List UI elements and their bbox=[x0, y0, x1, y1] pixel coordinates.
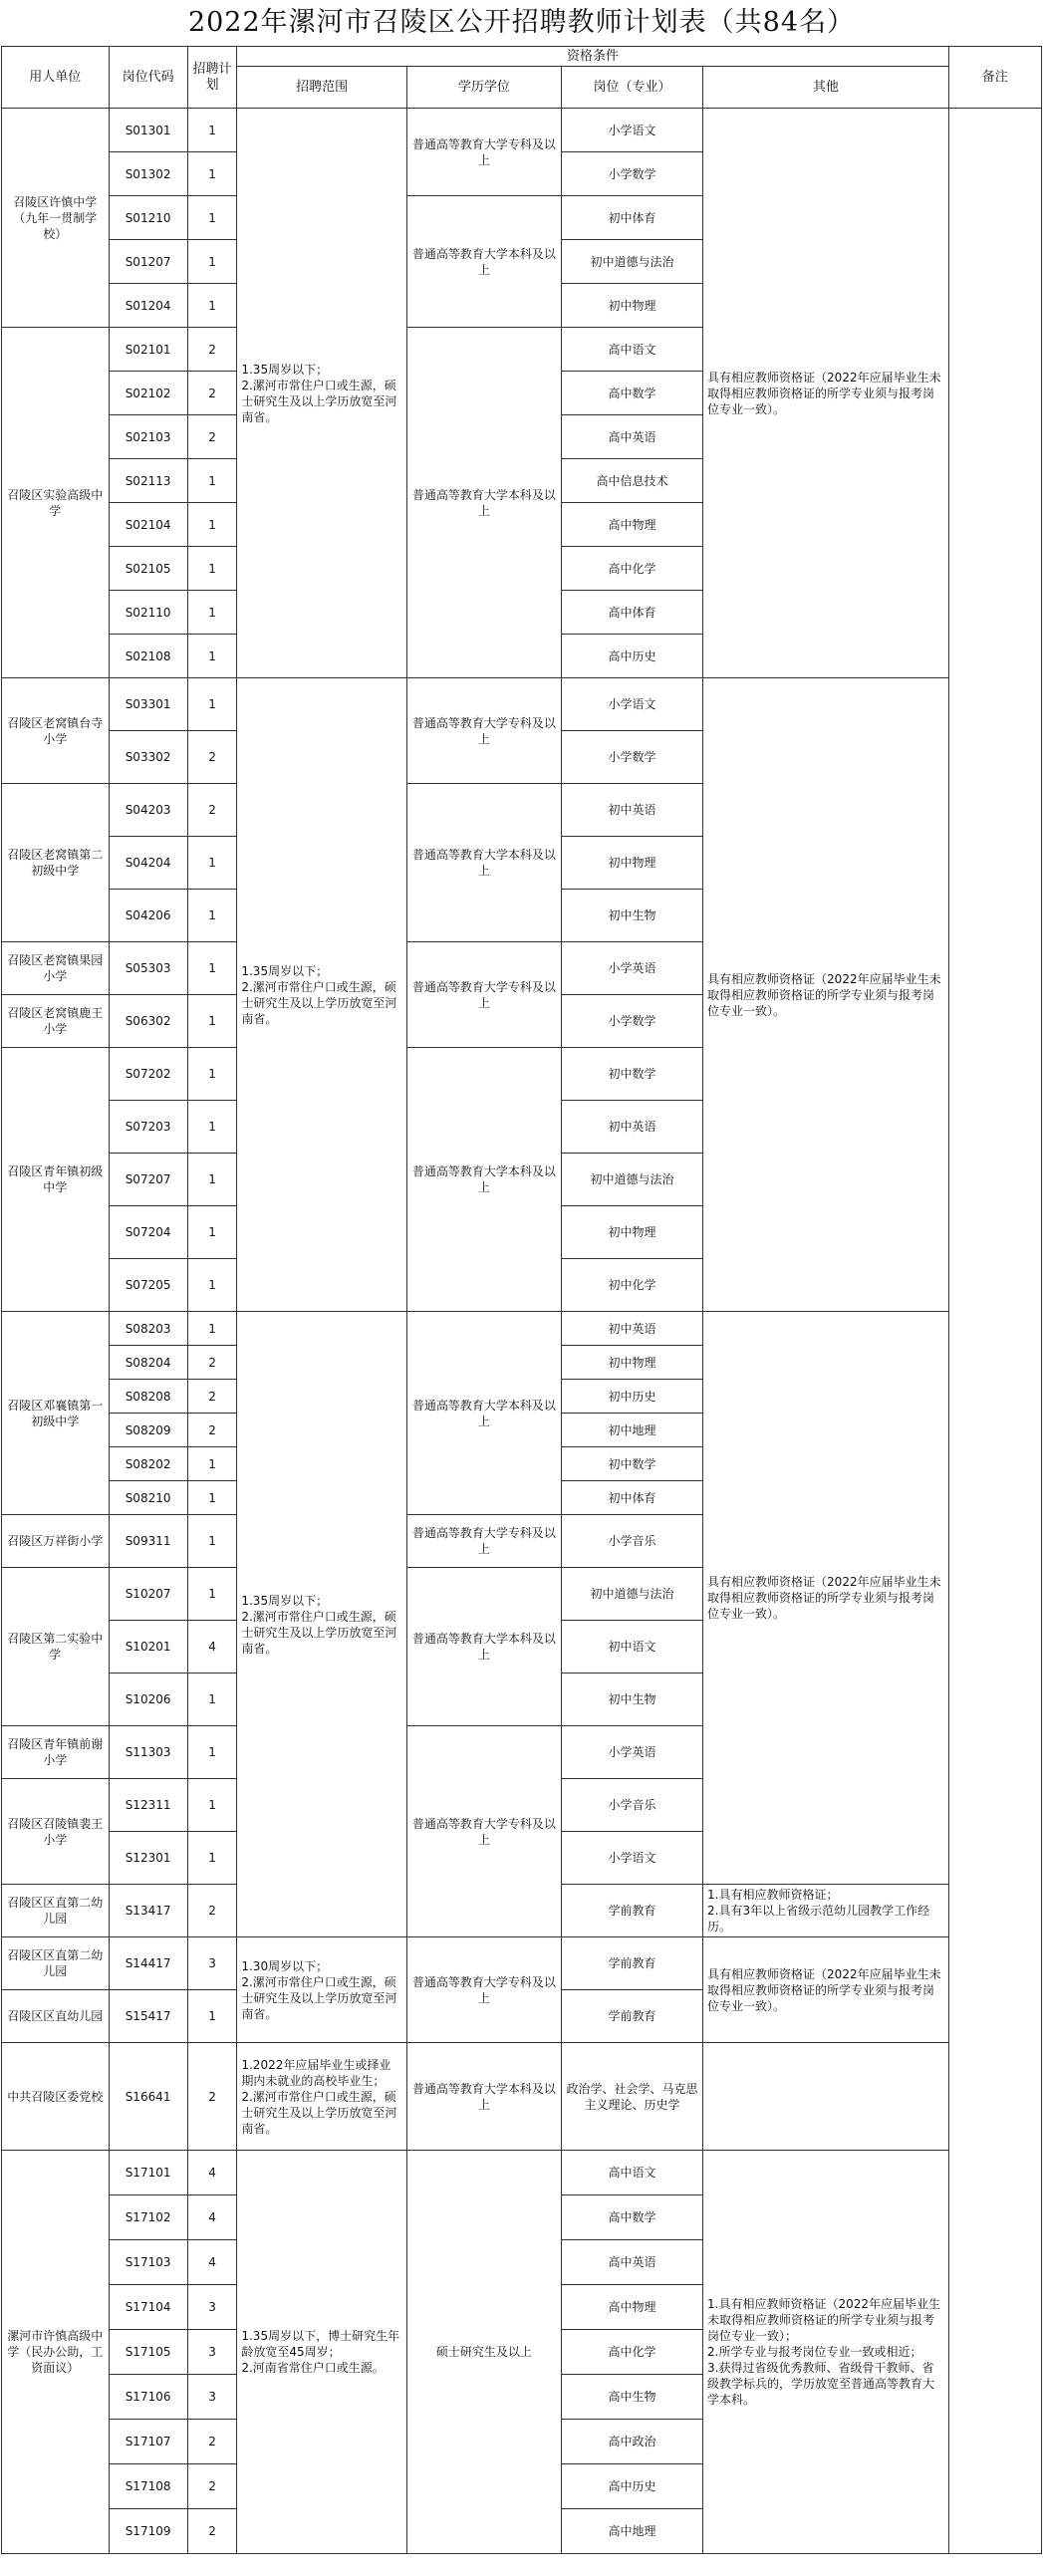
code-cell: S02110 bbox=[109, 591, 187, 635]
unit-cell: 召陵区老窝镇鹿王小学 bbox=[2, 995, 110, 1048]
count-cell: 1 bbox=[187, 459, 237, 503]
code-cell: S13417 bbox=[109, 1885, 187, 1937]
count-cell: 1 bbox=[187, 995, 237, 1048]
code-cell: S02102 bbox=[109, 372, 187, 415]
code-cell: S10207 bbox=[109, 1568, 187, 1621]
code-cell: S08208 bbox=[109, 1380, 187, 1414]
code-cell: S08203 bbox=[109, 1312, 187, 1346]
subject-cell: 初中体育 bbox=[562, 196, 703, 240]
subject-cell: 小学数学 bbox=[562, 152, 703, 196]
other-cell: 1.具有相应教师资格证； 2.具有3年以上省级示范幼儿园教学工作经历。 bbox=[703, 1885, 949, 1937]
header-qualification: 资格条件 bbox=[237, 47, 948, 67]
unit-cell: 召陵区召陵镇裴王小学 bbox=[2, 1779, 110, 1885]
code-cell: S02101 bbox=[109, 328, 187, 372]
edu-cell: 普通高等教育大学专科及以上 bbox=[406, 1937, 561, 2043]
code-cell: S07204 bbox=[109, 1206, 187, 1259]
count-cell: 1 bbox=[187, 837, 237, 890]
count-cell: 1 bbox=[187, 152, 237, 196]
subject-cell: 高中体育 bbox=[562, 591, 703, 635]
count-cell: 1 bbox=[187, 678, 237, 731]
count-cell: 4 bbox=[187, 2195, 237, 2240]
unit-cell: 召陵区老窝镇台寺小学 bbox=[2, 678, 110, 784]
edu-cell: 普通高等教育大学本科及以上 bbox=[406, 1312, 561, 1515]
count-cell: 2 bbox=[187, 731, 237, 784]
unit-cell: 召陵区老窝镇果园小学 bbox=[2, 942, 110, 995]
subject-cell: 小学英语 bbox=[562, 942, 703, 995]
count-cell: 1 bbox=[187, 1312, 237, 1346]
count-cell: 2 bbox=[187, 2420, 237, 2464]
code-cell: S02103 bbox=[109, 415, 187, 459]
code-cell: S12301 bbox=[109, 1832, 187, 1885]
code-cell: S03302 bbox=[109, 731, 187, 784]
count-cell: 2 bbox=[187, 1346, 237, 1380]
subject-cell: 初中化学 bbox=[562, 1259, 703, 1312]
code-cell: S01302 bbox=[109, 152, 187, 196]
count-cell: 1 bbox=[187, 635, 237, 678]
subject-cell: 初中道德与法治 bbox=[562, 1154, 703, 1206]
subject-cell: 高中地理 bbox=[562, 2509, 703, 2554]
header-education: 学历学位 bbox=[406, 67, 561, 109]
subject-cell: 初中数学 bbox=[562, 1048, 703, 1101]
subject-cell: 小学音乐 bbox=[562, 1515, 703, 1568]
count-cell: 2 bbox=[187, 1885, 237, 1937]
subject-cell: 高中历史 bbox=[562, 2464, 703, 2509]
header-remark: 备注 bbox=[948, 47, 1041, 109]
other-cell: 具有相应教师资格证（2022年应届毕业生未取得相应教师资格证的所学专业须与报考岗位专业一致）。 bbox=[703, 1937, 949, 2043]
code-cell: S08204 bbox=[109, 1346, 187, 1380]
subject-cell: 小学数学 bbox=[562, 731, 703, 784]
subject-cell: 学前教育 bbox=[562, 1937, 703, 1990]
subject-cell: 小学英语 bbox=[562, 1726, 703, 1779]
subject-cell: 初中语文 bbox=[562, 1621, 703, 1674]
unit-cell: 中共召陵区委党校 bbox=[2, 2043, 110, 2151]
subject-cell: 初中生物 bbox=[562, 890, 703, 942]
subject-cell: 学前教育 bbox=[562, 1885, 703, 1937]
subject-cell: 小学语文 bbox=[562, 1832, 703, 1885]
code-cell: S02104 bbox=[109, 503, 187, 547]
code-cell: S06302 bbox=[109, 995, 187, 1048]
code-cell: S02105 bbox=[109, 547, 187, 591]
subject-cell: 初中英语 bbox=[562, 1101, 703, 1154]
code-cell: S03301 bbox=[109, 678, 187, 731]
subject-cell: 高中化学 bbox=[562, 2330, 703, 2375]
subject-cell: 高中化学 bbox=[562, 547, 703, 591]
code-cell: S17103 bbox=[109, 2240, 187, 2285]
unit-cell: 召陵区邓襄镇第一初级中学 bbox=[2, 1312, 110, 1515]
subject-cell: 小学音乐 bbox=[562, 1779, 703, 1832]
unit-cell: 召陵区许慎中学（九年一贯制学校） bbox=[2, 109, 110, 328]
code-cell: S12311 bbox=[109, 1779, 187, 1832]
count-cell: 1 bbox=[187, 942, 237, 995]
code-cell: S07202 bbox=[109, 1048, 187, 1101]
unit-cell: 召陵区青年镇初级中学 bbox=[2, 1048, 110, 1312]
count-cell: 2 bbox=[187, 2464, 237, 2509]
code-cell: S11303 bbox=[109, 1726, 187, 1779]
count-cell: 1 bbox=[187, 1259, 237, 1312]
unit-cell: 召陵区老窝镇第二初级中学 bbox=[2, 784, 110, 942]
code-cell: S17109 bbox=[109, 2509, 187, 2554]
other-cell: 具有相应教师资格证（2022年应届毕业生未取得相应教师资格证的所学专业须与报考岗位专业一致）。 bbox=[703, 109, 949, 678]
code-cell: S07203 bbox=[109, 1101, 187, 1154]
code-cell: S17101 bbox=[109, 2151, 187, 2195]
count-cell: 1 bbox=[187, 1206, 237, 1259]
header-count: 招聘计划 bbox=[187, 47, 237, 109]
subject-cell: 初中体育 bbox=[562, 1481, 703, 1515]
edu-cell: 普通高等教育大学本科及以上 bbox=[406, 196, 561, 328]
subject-cell: 高中语文 bbox=[562, 328, 703, 372]
subject-cell: 初中生物 bbox=[562, 1674, 703, 1726]
subject-cell: 高中信息技术 bbox=[562, 459, 703, 503]
code-cell: S10201 bbox=[109, 1621, 187, 1674]
scope-cell: 1.35周岁以下； 2.漯河市常住户口或生源，硕士研究生及以上学历放宽至河南省。 bbox=[237, 1312, 406, 1937]
scope-cell: 1.35周岁以下，博士研究生年龄放宽至45周岁； 2.河南省常住户口或生源。 bbox=[237, 2151, 406, 2554]
edu-cell: 普通高等教育大学专科及以上 bbox=[406, 1726, 561, 1937]
edu-cell: 普通高等教育大学本科及以上 bbox=[406, 784, 561, 942]
subject-cell: 初中地理 bbox=[562, 1414, 703, 1447]
count-cell: 2 bbox=[187, 1380, 237, 1414]
subject-cell: 初中道德与法治 bbox=[562, 1568, 703, 1621]
subject-cell: 高中物理 bbox=[562, 503, 703, 547]
subject-cell: 高中物理 bbox=[562, 2285, 703, 2330]
subject-cell: 初中物理 bbox=[562, 284, 703, 328]
count-cell: 4 bbox=[187, 2240, 237, 2285]
count-cell: 1 bbox=[187, 240, 237, 284]
header-scope: 招聘范围 bbox=[237, 67, 406, 109]
edu-cell: 普通高等教育大学本科及以上 bbox=[406, 328, 561, 678]
remark-cell bbox=[948, 109, 1041, 2554]
count-cell: 1 bbox=[187, 196, 237, 240]
subject-cell: 高中英语 bbox=[562, 415, 703, 459]
code-cell: S02113 bbox=[109, 459, 187, 503]
edu-cell: 普通高等教育大学专科及以上 bbox=[406, 1515, 561, 1568]
count-cell: 1 bbox=[187, 1726, 237, 1779]
count-cell: 1 bbox=[187, 1832, 237, 1885]
count-cell: 2 bbox=[187, 1414, 237, 1447]
subject-cell: 高中英语 bbox=[562, 2240, 703, 2285]
count-cell: 4 bbox=[187, 1621, 237, 1674]
unit-cell: 召陵区青年镇前谢小学 bbox=[2, 1726, 110, 1779]
code-cell: S08202 bbox=[109, 1447, 187, 1481]
subject-cell: 初中英语 bbox=[562, 784, 703, 837]
code-cell: S09311 bbox=[109, 1515, 187, 1568]
other-cell: 1.具有相应教师资格证（2022年应届毕业生未取得相应教师资格证的所学专业须与报考岗位专业一致）； 2.所学专业与报考岗位专业一致或相近； 3.获得过省级优秀教师、省级骨干教师、省级教学标兵的，学历放宽至普通高等教育大学本科。 bbox=[703, 2151, 949, 2554]
count-cell: 1 bbox=[187, 1990, 237, 2043]
subject-cell: 初中数学 bbox=[562, 1447, 703, 1481]
code-cell: S10206 bbox=[109, 1674, 187, 1726]
count-cell: 1 bbox=[187, 1515, 237, 1568]
count-cell: 1 bbox=[187, 1101, 237, 1154]
count-cell: 1 bbox=[187, 1674, 237, 1726]
count-cell: 1 bbox=[187, 1447, 237, 1481]
count-cell: 2 bbox=[187, 372, 237, 415]
code-cell: S17105 bbox=[109, 2330, 187, 2375]
unit-cell: 召陵区万祥街小学 bbox=[2, 1515, 110, 1568]
code-cell: S17102 bbox=[109, 2195, 187, 2240]
count-cell: 1 bbox=[187, 890, 237, 942]
unit-cell: 召陵区区直第二幼儿园 bbox=[2, 1937, 110, 1990]
count-cell: 1 bbox=[187, 1568, 237, 1621]
other-cell bbox=[703, 2043, 949, 2151]
edu-cell: 普通高等教育大学专科及以上 bbox=[406, 109, 561, 196]
scope-cell: 1.30周岁以下； 2.漯河市常住户口或生源，硕士研究生及以上学历放宽至河南省。 bbox=[237, 1937, 406, 2043]
subject-cell: 初中物理 bbox=[562, 1346, 703, 1380]
edu-cell: 普通高等教育大学专科及以上 bbox=[406, 942, 561, 1048]
header-other: 其他 bbox=[703, 67, 949, 109]
count-cell: 1 bbox=[187, 547, 237, 591]
code-cell: S04203 bbox=[109, 784, 187, 837]
unit-cell: 召陵区区直幼儿园 bbox=[2, 1990, 110, 2043]
count-cell: 2 bbox=[187, 784, 237, 837]
unit-cell: 召陵区实验高级中学 bbox=[2, 328, 110, 678]
subject-cell: 高中数学 bbox=[562, 372, 703, 415]
subject-cell: 小学语文 bbox=[562, 678, 703, 731]
code-cell: S08210 bbox=[109, 1481, 187, 1515]
header-unit: 用人单位 bbox=[2, 47, 110, 109]
edu-cell: 普通高等教育大学本科及以上 bbox=[406, 1048, 561, 1312]
subject-cell: 高中历史 bbox=[562, 635, 703, 678]
unit-cell: 召陵区区直第二幼儿园 bbox=[2, 1885, 110, 1937]
edu-cell: 硕士研究生及以上 bbox=[406, 2151, 561, 2554]
code-cell: S08209 bbox=[109, 1414, 187, 1447]
count-cell: 2 bbox=[187, 2043, 237, 2151]
recruitment-table bbox=[1, 46, 1042, 2554]
code-cell: S16641 bbox=[109, 2043, 187, 2151]
code-cell: S17108 bbox=[109, 2464, 187, 2509]
edu-cell: 普通高等教育大学专科及以上 bbox=[406, 678, 561, 784]
code-cell: S07207 bbox=[109, 1154, 187, 1206]
code-cell: S02108 bbox=[109, 635, 187, 678]
other-cell: 具有相应教师资格证（2022年应届毕业生未取得相应教师资格证的所学专业须与报考岗位专业一致）。 bbox=[703, 678, 949, 1312]
code-cell: S14417 bbox=[109, 1937, 187, 1990]
edu-cell: 普通高等教育大学本科及以上 bbox=[406, 2043, 561, 2151]
count-cell: 1 bbox=[187, 503, 237, 547]
code-cell: S01204 bbox=[109, 284, 187, 328]
code-cell: S05303 bbox=[109, 942, 187, 995]
code-cell: S17106 bbox=[109, 2375, 187, 2420]
count-cell: 1 bbox=[187, 1154, 237, 1206]
subject-cell: 初中历史 bbox=[562, 1380, 703, 1414]
subject-cell: 高中政治 bbox=[562, 2420, 703, 2464]
count-cell: 3 bbox=[187, 2375, 237, 2420]
scope-cell: 1.35周岁以下； 2.漯河市常住户口或生源，硕士研究生及以上学历放宽至河南省。 bbox=[237, 109, 406, 678]
count-cell: 1 bbox=[187, 1481, 237, 1515]
count-cell: 3 bbox=[187, 2330, 237, 2375]
count-cell: 2 bbox=[187, 328, 237, 372]
code-cell: S04204 bbox=[109, 837, 187, 890]
count-cell: 2 bbox=[187, 415, 237, 459]
subject-cell: 初中物理 bbox=[562, 837, 703, 890]
code-cell: S17104 bbox=[109, 2285, 187, 2330]
scope-cell: 1.35周岁以下； 2.漯河市常住户口或生源，硕士研究生及以上学历放宽至河南省。 bbox=[237, 678, 406, 1312]
code-cell: S07205 bbox=[109, 1259, 187, 1312]
header-code: 岗位代码 bbox=[109, 47, 187, 109]
subject-cell: 小学数学 bbox=[562, 995, 703, 1048]
count-cell: 1 bbox=[187, 109, 237, 152]
count-cell: 1 bbox=[187, 1048, 237, 1101]
subject-cell: 初中物理 bbox=[562, 1206, 703, 1259]
code-cell: S01301 bbox=[109, 109, 187, 152]
subject-cell: 学前教育 bbox=[562, 1990, 703, 2043]
subject-cell: 初中英语 bbox=[562, 1312, 703, 1346]
edu-cell: 普通高等教育大学本科及以上 bbox=[406, 1568, 561, 1726]
unit-cell: 漯河市许慎高级中学（民办公助，工资面议） bbox=[2, 2151, 110, 2554]
code-cell: S01210 bbox=[109, 196, 187, 240]
header-subject: 岗位（专业） bbox=[562, 67, 703, 109]
page-title: 2022年漯河市召陵区公开招聘教师计划表（共84名） bbox=[187, 7, 856, 38]
subject-cell: 小学语文 bbox=[562, 109, 703, 152]
scope-cell: 1.2022年应届毕业生或择业期内未就业的高校毕业生； 2.漯河市常住户口或生源，硕士研究生及以上学历放宽至河南省。 bbox=[237, 2043, 406, 2151]
subject-cell: 高中数学 bbox=[562, 2195, 703, 2240]
count-cell: 4 bbox=[187, 2151, 237, 2195]
subject-cell: 政治学、社会学、马克思主义理论、历史学 bbox=[562, 2043, 703, 2151]
code-cell: S17107 bbox=[109, 2420, 187, 2464]
code-cell: S15417 bbox=[109, 1990, 187, 2043]
other-cell: 具有相应教师资格证（2022年应届毕业生未取得相应教师资格证的所学专业须与报考岗位专业一致）。 bbox=[703, 1312, 949, 1885]
unit-cell: 召陵区第二实验中学 bbox=[2, 1568, 110, 1726]
code-cell: S01207 bbox=[109, 240, 187, 284]
count-cell: 2 bbox=[187, 2509, 237, 2554]
count-cell: 1 bbox=[187, 1779, 237, 1832]
subject-cell: 高中语文 bbox=[562, 2151, 703, 2195]
code-cell: S04206 bbox=[109, 890, 187, 942]
count-cell: 1 bbox=[187, 591, 237, 635]
subject-cell: 高中生物 bbox=[562, 2375, 703, 2420]
subject-cell: 初中道德与法治 bbox=[562, 240, 703, 284]
count-cell: 1 bbox=[187, 284, 237, 328]
count-cell: 3 bbox=[187, 1937, 237, 1990]
count-cell: 3 bbox=[187, 2285, 237, 2330]
